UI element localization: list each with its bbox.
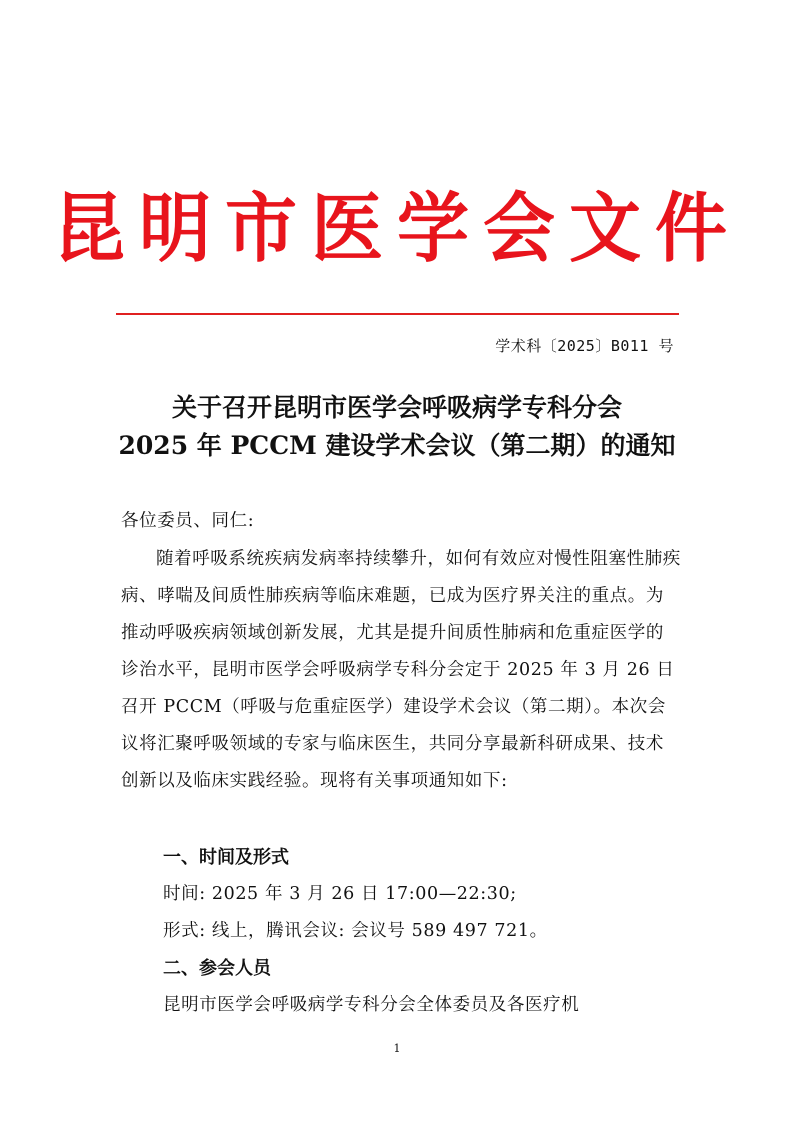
attendees-text: 昆明市医学会呼吸病学专科分会全体委员及各医疗机	[163, 995, 580, 1015]
section-heading-attendees: 二、参会人员	[163, 958, 271, 979]
letterhead-divider	[116, 313, 679, 315]
document-title-line-2: 2025 年 PCCM 建设学术会议（第二期）的通知	[118, 431, 676, 460]
intro-paragraph	[121, 541, 681, 800]
meeting-format: 形式: 线上，腾讯会议: 会议号 589 497 721。	[163, 921, 548, 941]
salutation: 各位委员、同仁:	[121, 511, 255, 531]
document-number: 学术科〔2025〕B011 号	[495, 337, 674, 355]
letterhead-title: 昆明市医学会文件	[52, 182, 741, 273]
page-number: 1	[393, 1042, 401, 1055]
section-heading-time-format: 一、时间及形式	[163, 847, 289, 868]
intro-paragraph-text: 随着呼吸系统疾病发病率持续攀升，如何有效应对慢性阻塞性肺疾病、哮喘及间质性肺疾病等临床难题，已成为医疗界关注的重点。为推动呼吸疾病领域创新发展，尤其是提升间质性肺病和危重症医学的诊治水平，昆明市医学会呼吸病学专科分会定于 2025 年 3 月 26 日召开 PCCM（呼吸与危重症医学）建设学术会议（第二期）。本次会议将汇聚呼吸领域的专家与临床医生，共同分享最新科研成果、技术创新以及临床实践经验。现将有关事项通知如下:	[121, 549, 681, 791]
document-title-line-1: 关于召开昆明市医学会呼吸病学专科分会	[171, 393, 622, 422]
meeting-time: 时间: 2025 年 3 月 26 日 17:00—22:30;	[163, 884, 517, 904]
